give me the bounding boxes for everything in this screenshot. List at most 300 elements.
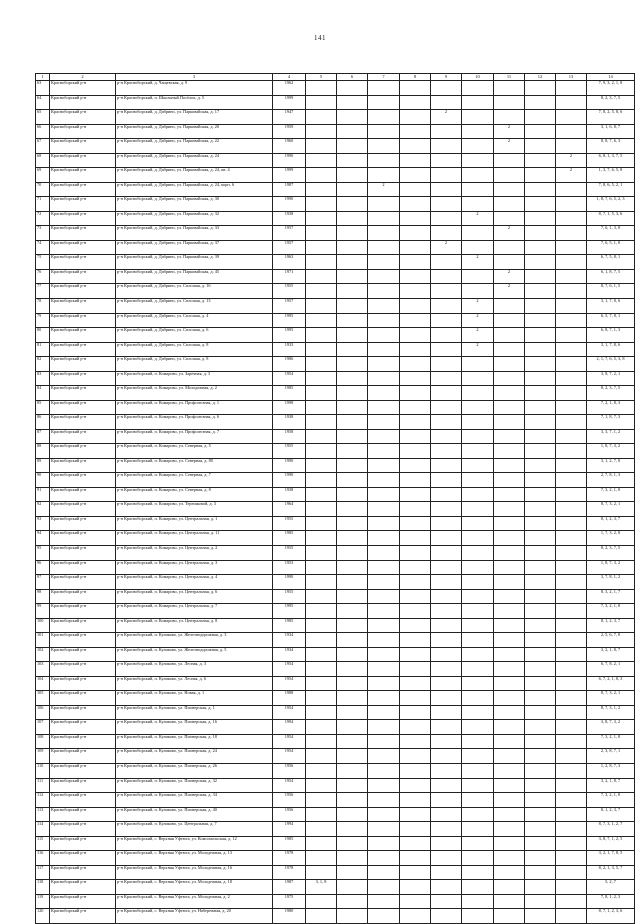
class-cell-6 — [337, 807, 368, 822]
codes-cell: 7, 3, 2, 1, 8 — [587, 793, 635, 808]
class-cell-11 — [494, 240, 525, 255]
class-cell-6 — [337, 226, 368, 241]
class-cell-11 — [494, 182, 525, 197]
class-cell-6 — [337, 822, 368, 837]
class-cell-6 — [337, 633, 368, 648]
codes-cell: 7, 6, 1, 3, 8 — [587, 226, 635, 241]
row-number: 84 — [36, 386, 50, 401]
class-cell-10 — [462, 618, 494, 633]
class-cell-8 — [400, 110, 431, 125]
codes-cell: 8, 2, 3, 7, 5 — [587, 95, 635, 110]
class-cell-6 — [337, 284, 368, 299]
row-number: 111 — [36, 778, 50, 793]
class-cell-12 — [525, 691, 556, 706]
class-cell-5 — [306, 429, 337, 444]
class-cell-13 — [556, 604, 587, 619]
class-cell-13 — [556, 763, 587, 778]
district-cell: Красноборский р-н — [50, 546, 116, 561]
address-cell: р-н Красноборский, п. Комарово, ул. Профсоюзная, д. 1 — [116, 400, 273, 415]
district-cell: Красноборский р-н — [50, 487, 116, 502]
class-cell-10 — [462, 589, 494, 604]
class-cell-11 — [494, 705, 525, 720]
class-cell-11 — [494, 516, 525, 531]
address-cell: р-н Красноборский, д. Дабрино, ул. Парковайская, д. 37 — [116, 240, 273, 255]
address-cell: р-н Красноборский, п. Куликово, ул. Пионерская, д. 18 — [116, 734, 273, 749]
address-cell: р-н Красноборский, д. Дабрино, ул. Парковайская, д. 17 — [116, 110, 273, 125]
class-cell-9 — [431, 851, 462, 866]
column-header: 13 — [556, 74, 587, 81]
class-cell-8 — [400, 880, 431, 895]
year-cell: 1938 — [273, 211, 306, 226]
column-header: 9 — [431, 74, 462, 81]
class-cell-6 — [337, 880, 368, 895]
class-cell-12 — [525, 604, 556, 619]
class-cell-11 — [494, 851, 525, 866]
codes-cell: 8, 7, 1, 2, 3, 6 — [587, 909, 635, 924]
codes-cell: 3, 1, 6, 8, 7 — [587, 124, 635, 139]
register-body — [36, 81, 635, 924]
district-cell: Красноборский р-н — [50, 575, 116, 590]
district-cell: Красноборский р-н — [50, 168, 116, 183]
table-row — [36, 255, 635, 270]
class-cell-5 — [306, 633, 337, 648]
table-row — [36, 124, 635, 139]
district-cell: Красноборский р-н — [50, 124, 116, 139]
class-cell-12 — [525, 836, 556, 851]
class-cell-12 — [525, 894, 556, 909]
class-cell-5 — [306, 546, 337, 561]
class-cell-13 — [556, 575, 587, 590]
class-cell-8 — [400, 618, 431, 633]
class-cell-12 — [525, 168, 556, 183]
table-row — [36, 95, 635, 110]
class-cell-10 — [462, 546, 494, 561]
class-cell-8 — [400, 502, 431, 517]
class-cell-12 — [525, 357, 556, 372]
class-cell-11 — [494, 429, 525, 444]
class-cell-8 — [400, 444, 431, 459]
class-cell-9 — [431, 589, 462, 604]
class-cell-8 — [400, 255, 431, 270]
year-cell: 1964 — [273, 502, 306, 517]
class-cell-10 — [462, 749, 494, 764]
codes-cell: 3, 1, 7, 8, 6 — [587, 342, 635, 357]
class-cell-13 — [556, 487, 587, 502]
row-number: 85 — [36, 400, 50, 415]
class-cell-12 — [525, 618, 556, 633]
codes-cell: 8, 7, 1, 5, 3, 6 — [587, 211, 635, 226]
class-cell-10 — [462, 95, 494, 110]
year-cell: 1955 — [273, 546, 306, 561]
class-cell-8 — [400, 793, 431, 808]
class-cell-13 — [556, 836, 587, 851]
class-cell-5 — [306, 836, 337, 851]
class-cell-5 — [306, 226, 337, 241]
table-row — [36, 429, 635, 444]
address-cell: р-н Красноборский, п. Комарово, ул. Северная, д. 80 — [116, 458, 273, 473]
class-cell-12 — [525, 676, 556, 691]
class-cell-11 — [494, 676, 525, 691]
class-cell-13 — [556, 894, 587, 909]
row-number: 116 — [36, 851, 50, 866]
class-cell-6 — [337, 182, 368, 197]
class-cell-10 — [462, 197, 494, 212]
class-cell-7 — [368, 575, 400, 590]
class-cell-11 — [494, 734, 525, 749]
class-cell-10 — [462, 473, 494, 488]
column-header: 3 — [116, 74, 273, 81]
class-cell-7 — [368, 168, 400, 183]
district-cell: Красноборский р-н — [50, 531, 116, 546]
class-cell-10 — [462, 269, 494, 284]
table-row — [36, 415, 635, 430]
class-cell-11 — [494, 604, 525, 619]
address-cell: р-н Красноборский, д. Дабрино, ул. Сплошая, д. 13 — [116, 298, 273, 313]
table-row — [36, 691, 635, 706]
class-cell-9 — [431, 255, 462, 270]
table-row — [36, 880, 635, 895]
class-cell-8 — [400, 226, 431, 241]
class-cell-5 — [306, 487, 337, 502]
address-cell: р-н Красноборский, д. Дабрино, ул. Сплошая, д. 16 — [116, 284, 273, 299]
district-cell: Красноборский р-н — [50, 516, 116, 531]
class-cell-13 — [556, 328, 587, 343]
class-cell-11 — [494, 313, 525, 328]
address-cell: р-н Красноборский, с. Верхняя Уфтюга, ул. Молодежная, д. 16 — [116, 865, 273, 880]
class-cell-5 — [306, 386, 337, 401]
codes-cell: 8, 7, 3, 2, 1 — [587, 502, 635, 517]
class-cell-8 — [400, 197, 431, 212]
page-number: 141 — [314, 34, 326, 42]
class-cell-6 — [337, 851, 368, 866]
class-cell-10 — [462, 604, 494, 619]
class-cell-9 — [431, 836, 462, 851]
year-cell: 1995 — [273, 328, 306, 343]
class-cell-11 — [494, 662, 525, 677]
class-cell-10 — [462, 531, 494, 546]
class-cell-12 — [525, 182, 556, 197]
class-cell-10 — [462, 371, 494, 386]
class-cell-12 — [525, 589, 556, 604]
year-cell: 1987 — [273, 880, 306, 895]
district-cell: Красноборский р-н — [50, 342, 116, 357]
class-cell-10 — [462, 415, 494, 430]
table-row — [36, 734, 635, 749]
codes-cell: 7, 8, 6, 5, 2, 1 — [587, 182, 635, 197]
class-cell-13 — [556, 618, 587, 633]
class-cell-13 — [556, 647, 587, 662]
district-cell: Красноборский р-н — [50, 662, 116, 677]
class-cell-9 — [431, 894, 462, 909]
class-cell-13 — [556, 429, 587, 444]
table-row — [36, 313, 635, 328]
class-cell-6 — [337, 124, 368, 139]
address-cell: р-н Красноборский, п. Школьный Посёлок, д. 5 — [116, 95, 273, 110]
class-cell-5 — [306, 531, 337, 546]
class-cell-5 — [306, 211, 337, 226]
class-cell-8 — [400, 546, 431, 561]
class-cell-5 — [306, 371, 337, 386]
class-cell-13 — [556, 386, 587, 401]
class-cell-5 — [306, 197, 337, 212]
codes-cell: 5, 2, 7 — [587, 880, 635, 895]
table-row — [36, 81, 635, 96]
class-cell-11: 2 — [494, 226, 525, 241]
class-cell-7 — [368, 240, 400, 255]
row-number: 79 — [36, 313, 50, 328]
class-cell-12 — [525, 734, 556, 749]
class-cell-8 — [400, 851, 431, 866]
class-cell-13 — [556, 778, 587, 793]
class-cell-10 — [462, 139, 494, 154]
class-cell-5 — [306, 95, 337, 110]
class-cell-11 — [494, 647, 525, 662]
class-cell-5 — [306, 284, 337, 299]
year-cell: 1958 — [273, 429, 306, 444]
class-cell-11 — [494, 720, 525, 735]
year-cell: 1990 — [273, 458, 306, 473]
class-cell-13 — [556, 197, 587, 212]
table-row — [36, 110, 635, 125]
class-cell-5 — [306, 749, 337, 764]
class-cell-9 — [431, 502, 462, 517]
class-cell-9 — [431, 371, 462, 386]
district-cell: Красноборский р-н — [50, 240, 116, 255]
column-header: 6 — [337, 74, 368, 81]
district-cell: Красноборский р-н — [50, 81, 116, 96]
class-cell-7 — [368, 691, 400, 706]
year-cell: 1938 — [273, 487, 306, 502]
class-cell-7 — [368, 371, 400, 386]
year-cell: 1955 — [273, 516, 306, 531]
row-number: 104 — [36, 676, 50, 691]
class-cell-10 — [462, 182, 494, 197]
class-cell-12 — [525, 531, 556, 546]
year-cell: 1978 — [273, 851, 306, 866]
year-cell: 1934 — [273, 647, 306, 662]
table-row — [36, 444, 635, 459]
class-cell-5 — [306, 807, 337, 822]
class-cell-5 — [306, 124, 337, 139]
class-cell-8 — [400, 211, 431, 226]
column-header: 10 — [462, 74, 494, 81]
year-cell: 1985 — [273, 386, 306, 401]
class-cell-11 — [494, 618, 525, 633]
district-cell: Красноборский р-н — [50, 865, 116, 880]
district-cell: Красноборский р-н — [50, 444, 116, 459]
class-cell-6 — [337, 836, 368, 851]
class-cell-12 — [525, 633, 556, 648]
year-cell: 1957 — [273, 226, 306, 241]
class-cell-7 — [368, 95, 400, 110]
row-number: 117 — [36, 865, 50, 880]
year-cell: 1960 — [273, 139, 306, 154]
column-header: 11 — [494, 74, 525, 81]
class-cell-6 — [337, 168, 368, 183]
year-cell: 1954 — [273, 705, 306, 720]
class-cell-7 — [368, 458, 400, 473]
class-cell-5 — [306, 516, 337, 531]
class-cell-6 — [337, 793, 368, 808]
column-header: 5 — [306, 74, 337, 81]
class-cell-9: 2 — [431, 110, 462, 125]
class-cell-8 — [400, 633, 431, 648]
table-row — [36, 269, 635, 284]
address-cell: р-н Красноборский, п. Куликово, ул. Пионерская, д. 1 — [116, 705, 273, 720]
class-cell-10 — [462, 633, 494, 648]
class-cell-12 — [525, 444, 556, 459]
codes-cell: 6, 7, 5, 8, 1 — [587, 255, 635, 270]
class-cell-7 — [368, 604, 400, 619]
class-cell-6 — [337, 110, 368, 125]
codes-cell: 3, 1, 7, 8, 6 — [587, 298, 635, 313]
address-cell: р-н Красноборский, п. Комарово, ул. Профсоюзная, д. 7 — [116, 429, 273, 444]
class-cell-8 — [400, 81, 431, 96]
class-cell-8 — [400, 749, 431, 764]
class-cell-7 — [368, 836, 400, 851]
codes-cell: 2, 5, 6, 7, 8 — [587, 633, 635, 648]
district-cell: Красноборский р-н — [50, 182, 116, 197]
class-cell-7 — [368, 560, 400, 575]
class-cell-8 — [400, 763, 431, 778]
codes-cell: 7, 6, 5, 1, 8 — [587, 240, 635, 255]
class-cell-12 — [525, 328, 556, 343]
class-cell-7 — [368, 81, 400, 96]
class-cell-5 — [306, 851, 337, 866]
row-number: 115 — [36, 836, 50, 851]
class-cell-12 — [525, 778, 556, 793]
class-cell-13 — [556, 734, 587, 749]
district-cell: Красноборский р-н — [50, 298, 116, 313]
year-cell: 1956 — [273, 763, 306, 778]
codes-cell: 1, 8, 7, 3, 2 — [587, 560, 635, 575]
codes-cell: 2, 1, 7, 6, 5, 3, 8 — [587, 357, 635, 372]
class-cell-8 — [400, 691, 431, 706]
class-cell-6 — [337, 763, 368, 778]
table-row — [36, 371, 635, 386]
year-cell: 1985 — [273, 531, 306, 546]
class-cell-12 — [525, 749, 556, 764]
class-cell-13 — [556, 182, 587, 197]
class-cell-11 — [494, 691, 525, 706]
class-cell-11 — [494, 386, 525, 401]
codes-cell: 1, 7, 3, 2, 8 — [587, 531, 635, 546]
class-cell-5 — [306, 676, 337, 691]
table-row — [36, 139, 635, 154]
class-cell-9 — [431, 226, 462, 241]
class-cell-9 — [431, 516, 462, 531]
column-header: 2 — [50, 74, 116, 81]
class-cell-5 — [306, 763, 337, 778]
class-cell-8 — [400, 168, 431, 183]
class-cell-9 — [431, 763, 462, 778]
class-cell-9 — [431, 604, 462, 619]
row-number: 83 — [36, 371, 50, 386]
class-cell-12 — [525, 95, 556, 110]
class-cell-9 — [431, 749, 462, 764]
class-cell-6 — [337, 211, 368, 226]
class-cell-6 — [337, 749, 368, 764]
codes-cell: 6, 8, 1, 3, 7, 5 — [587, 153, 635, 168]
table-row — [36, 822, 635, 837]
class-cell-7 — [368, 124, 400, 139]
table-row — [36, 778, 635, 793]
year-cell: 1978 — [273, 865, 306, 880]
row-number: 89 — [36, 458, 50, 473]
codes-cell: 6, 1, 8, 7, 5 — [587, 269, 635, 284]
year-cell: 1990 — [273, 153, 306, 168]
class-cell-6 — [337, 894, 368, 909]
class-cell-9: 2 — [431, 240, 462, 255]
address-cell: р-н Красноборский, п. Комарово, ул. Центральная, д. 11 — [116, 531, 273, 546]
district-cell: Красноборский р-н — [50, 851, 116, 866]
address-cell: р-н Красноборский, с. Верхняя Уфтюга, ул. Набережная, д. 20 — [116, 909, 273, 924]
class-cell-9 — [431, 807, 462, 822]
row-number: 119 — [36, 894, 50, 909]
codes-cell: 1, 3, 7, 6, 5, 8 — [587, 168, 635, 183]
class-cell-8 — [400, 836, 431, 851]
class-cell-8 — [400, 822, 431, 837]
class-cell-12 — [525, 81, 556, 96]
class-cell-11 — [494, 531, 525, 546]
class-cell-5 — [306, 618, 337, 633]
class-cell-10 — [462, 240, 494, 255]
row-number: 103 — [36, 662, 50, 677]
column-header: 12 — [525, 74, 556, 81]
class-cell-10 — [462, 110, 494, 125]
class-cell-8 — [400, 865, 431, 880]
class-cell-5 — [306, 734, 337, 749]
class-cell-10: 2 — [462, 328, 494, 343]
class-cell-6 — [337, 357, 368, 372]
codes-cell: 6, 8, 7, 1, 3 — [587, 328, 635, 343]
class-cell-11 — [494, 328, 525, 343]
class-cell-9 — [431, 444, 462, 459]
class-cell-12 — [525, 124, 556, 139]
class-cell-7 — [368, 110, 400, 125]
codes-cell: 7, 1, 8, 7, 3 — [587, 415, 635, 430]
class-cell-11 — [494, 546, 525, 561]
class-cell-11 — [494, 197, 525, 212]
class-cell-10 — [462, 691, 494, 706]
table-row — [36, 909, 635, 924]
class-cell-10 — [462, 516, 494, 531]
class-cell-5 — [306, 110, 337, 125]
table-row — [36, 560, 635, 575]
class-cell-8 — [400, 487, 431, 502]
codes-cell: 8, 1, 2, 3, 7 — [587, 807, 635, 822]
class-cell-9 — [431, 880, 462, 895]
class-cell-12 — [525, 763, 556, 778]
class-cell-5: 3, 1, 8 — [306, 880, 337, 895]
class-cell-9 — [431, 473, 462, 488]
address-cell: р-н Красноборский, п. Куликово, ул. Пионерская, д. 32 — [116, 778, 273, 793]
class-cell-11 — [494, 822, 525, 837]
district-cell: Красноборский р-н — [50, 255, 116, 270]
class-cell-5 — [306, 298, 337, 313]
class-cell-10 — [462, 836, 494, 851]
class-cell-5 — [306, 139, 337, 154]
class-cell-10 — [462, 763, 494, 778]
class-cell-6 — [337, 371, 368, 386]
codes-cell: 8, 1, 2, 3, 7 — [587, 516, 635, 531]
class-cell-6 — [337, 647, 368, 662]
address-cell: р-н Красноборский, п. Комарово, ул. Центральная, д. 1 — [116, 516, 273, 531]
year-cell: 1971 — [273, 269, 306, 284]
codes-cell: 6, 7, 2, 1, 8, 3 — [587, 676, 635, 691]
class-cell-11 — [494, 749, 525, 764]
class-cell-12 — [525, 211, 556, 226]
